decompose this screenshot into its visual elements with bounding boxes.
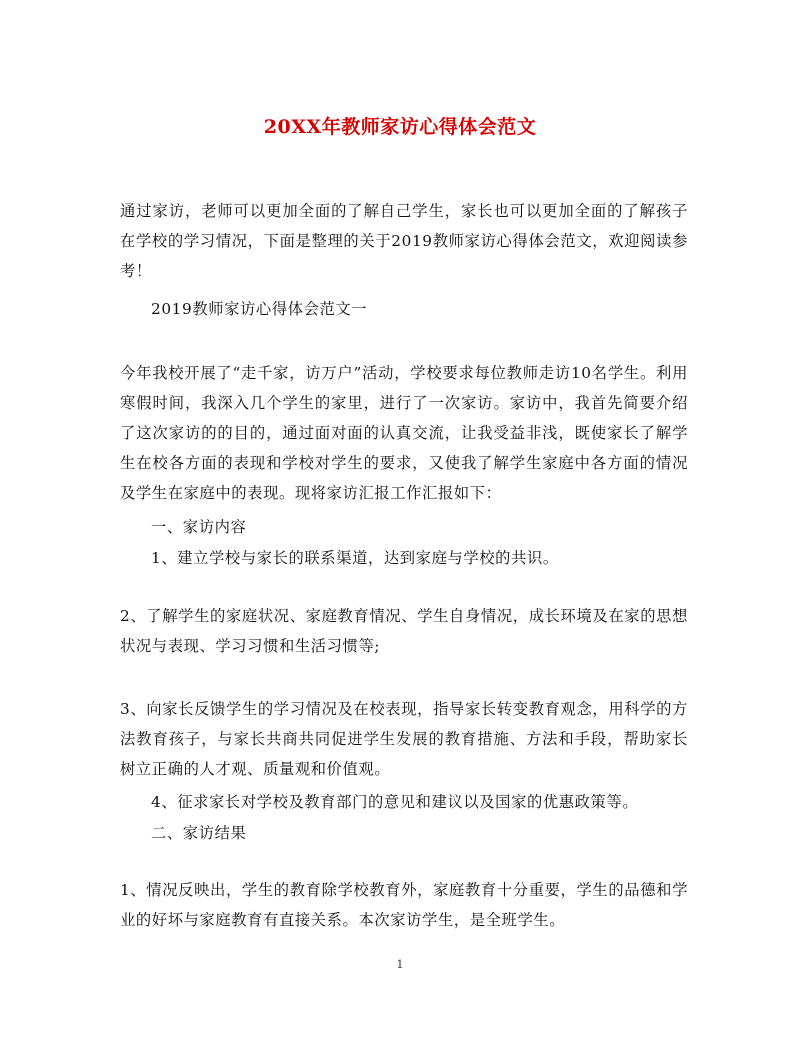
paragraph-activity: 今年我校开展了“走千家，访万户”活动，学校要求每位教师走访10名学生。利用寒假时间，我深入几个学生的家里，进行了一次家访。家访中，我首先简要介绍了这次家访的的目的，通过面对面的认真交流，让我受益非浅，既使家长了解学生在校各方面的表现和学校对学生的要求，又使我了解学生家庭中各方面的情况及学生在家庭中的表现。现将家访汇报工作汇报如下： bbox=[120, 364, 688, 502]
page-number: 1 bbox=[396, 958, 404, 971]
list-item-2: 2、了解学生的家庭状况、家庭教育情况、学生自身情况，成长环境及在家的思想状况与表现、学习习惯和生活习惯等; bbox=[120, 607, 688, 655]
heading-visit-content: 一、家访内容 bbox=[151, 518, 247, 536]
paragraph-results-1: 1、情况反映出，学生的教育除学校教育外，家庭教育十分重要，学生的品德和学业的好坏与家庭教育有直接关系。本次家访学生，是全班学生。 bbox=[120, 881, 688, 929]
document-title: 20XX年教师家访心得体会范文 bbox=[263, 116, 537, 138]
list-item-3: 3、向家长反馈学生的学习情况及在校表现，指导家长转变教育观念，用科学的方法教育孩子，与家长共商共同促进学生发展的教育措施、方法和手段，帮助家长树立正确的人才观、质量观和价值观。 bbox=[120, 700, 688, 778]
list-item-4: 4、征求家长对学校及教育部门的意见和建议以及国家的优惠政策等。 bbox=[151, 793, 639, 811]
list-item-1: 1、建立学校与家长的联系渠道，达到家庭与学校的共识。 bbox=[151, 549, 559, 567]
paragraph-intro: 通过家访，老师可以更加全面的了解自己学生，家长也可以更加全面的了解孩子在学校的学习情况，下面是整理的关于2019教师家访心得体会范文，欢迎阅读参考！ bbox=[120, 202, 688, 280]
paragraph-subtitle: 2019教师家访心得体会范文一 bbox=[151, 300, 368, 318]
heading-visit-results: 二、家访结果 bbox=[151, 824, 247, 842]
